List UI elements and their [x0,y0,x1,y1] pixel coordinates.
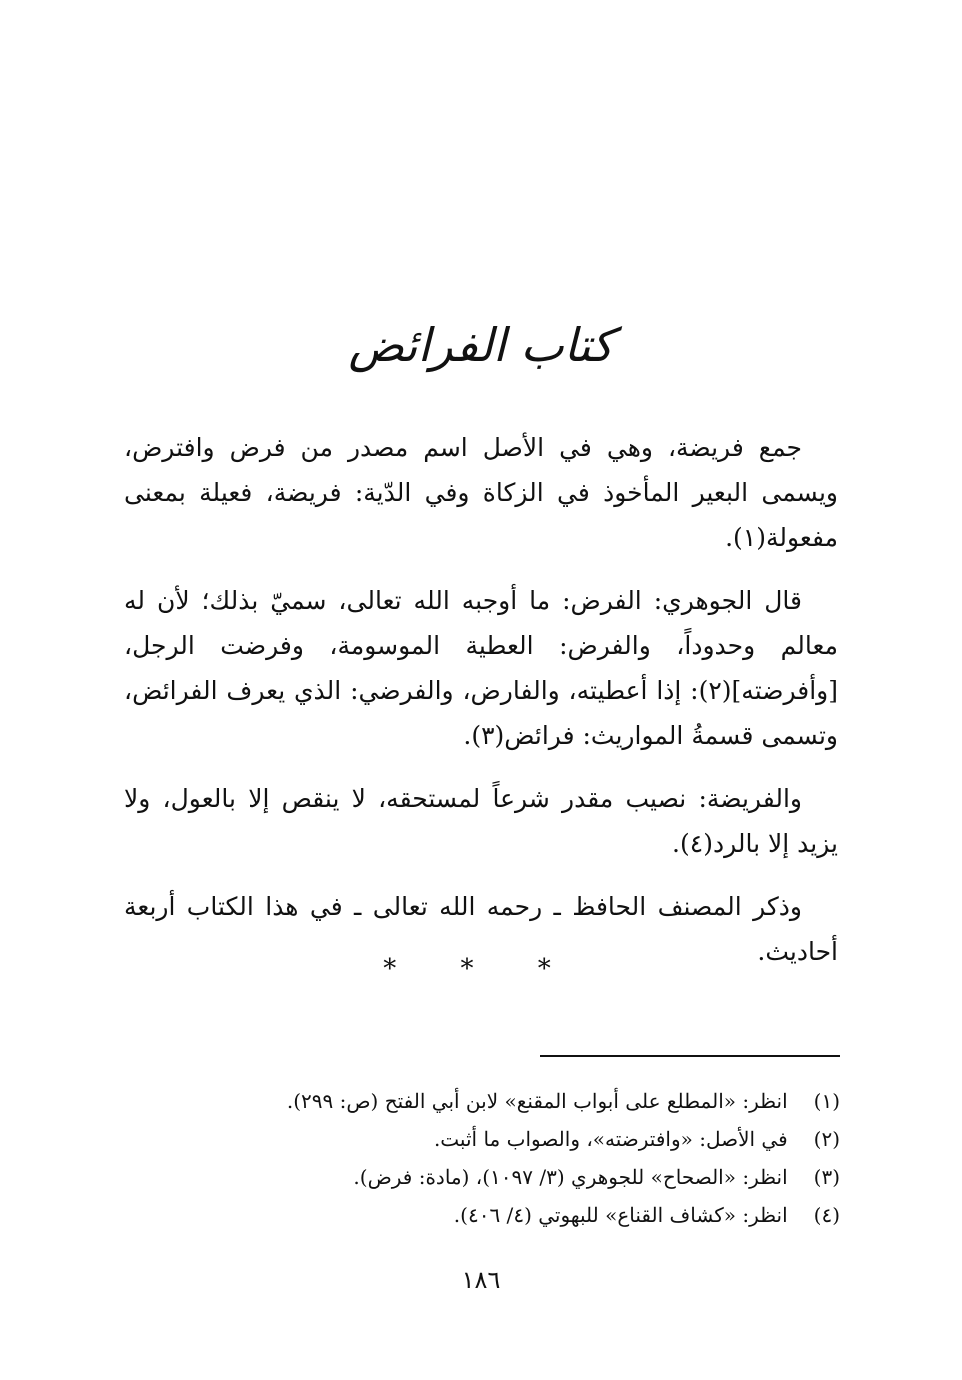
footnote-1 [124,1082,840,1120]
paragraph-4: وذكر المصنف الحافظ ـ رحمه الله تعالى ـ في هذا الكتاب أربعة أحاديث. [124,892,838,966]
page-number: ١٨٦ [461,1266,501,1294]
footnote-number: (١) [813,1089,840,1113]
chapter-title: كتاب الفرائض [348,318,614,372]
footnote-text: انظر: «المطلع على أبواب المقنع» لابن أبي الفتح (ص: ٢٩٩). [286,1089,788,1113]
footnote-number: (٤) [813,1203,840,1227]
footnote-4 [124,1196,840,1234]
paragraph-2: قال الجوهري: الفرض: ما أوجبه الله تعالى، سميّ بذلك؛ لأن له معالم وحدوداً، والفرض: العطية الموسومة، وفرضت الرجل، [وأفرضته](٢): إذا أعطيته، والفارض، والفرضي: الذي يعرف الفرائض، وتسمى قسمةُ المواريث: فرائض(٣). [124,586,838,750]
section-separator: * * * [383,954,579,984]
footnote-number: (٢) [813,1127,840,1151]
paragraph-1: جمع فريضة، وهي في الأصل اسم مصدر من فرض وافترض، ويسمى البعير المأخوذ في الزكاة وفي الدّية: فريضة، فعيلة بمعنى مفعولة(١). [124,433,838,552]
footnote-divider [540,1055,840,1057]
footnote-3 [124,1158,840,1196]
footnote-number: (٣) [813,1165,840,1189]
footnotes [124,1082,840,1234]
footnote-text: انظر: «الصحاح» للجوهري (٣/ ١٠٩٧)، (مادة: فرض). [353,1165,788,1189]
footnote-text: في الأصل: «وافترضته»، والصواب ما أثبت. [433,1127,788,1151]
paragraph-3: والفريضة: نصيب مقدر شرعاً لمستحقه، لا ينقص إلا بالعول، ولا يزيد إلا بالرد(٤). [124,784,838,858]
footnote-2 [124,1120,840,1158]
footnote-text: انظر: «كشاف القناع» للبهوتي (٤/ ٤٠٦). [453,1203,788,1227]
main-text [124,425,838,992]
